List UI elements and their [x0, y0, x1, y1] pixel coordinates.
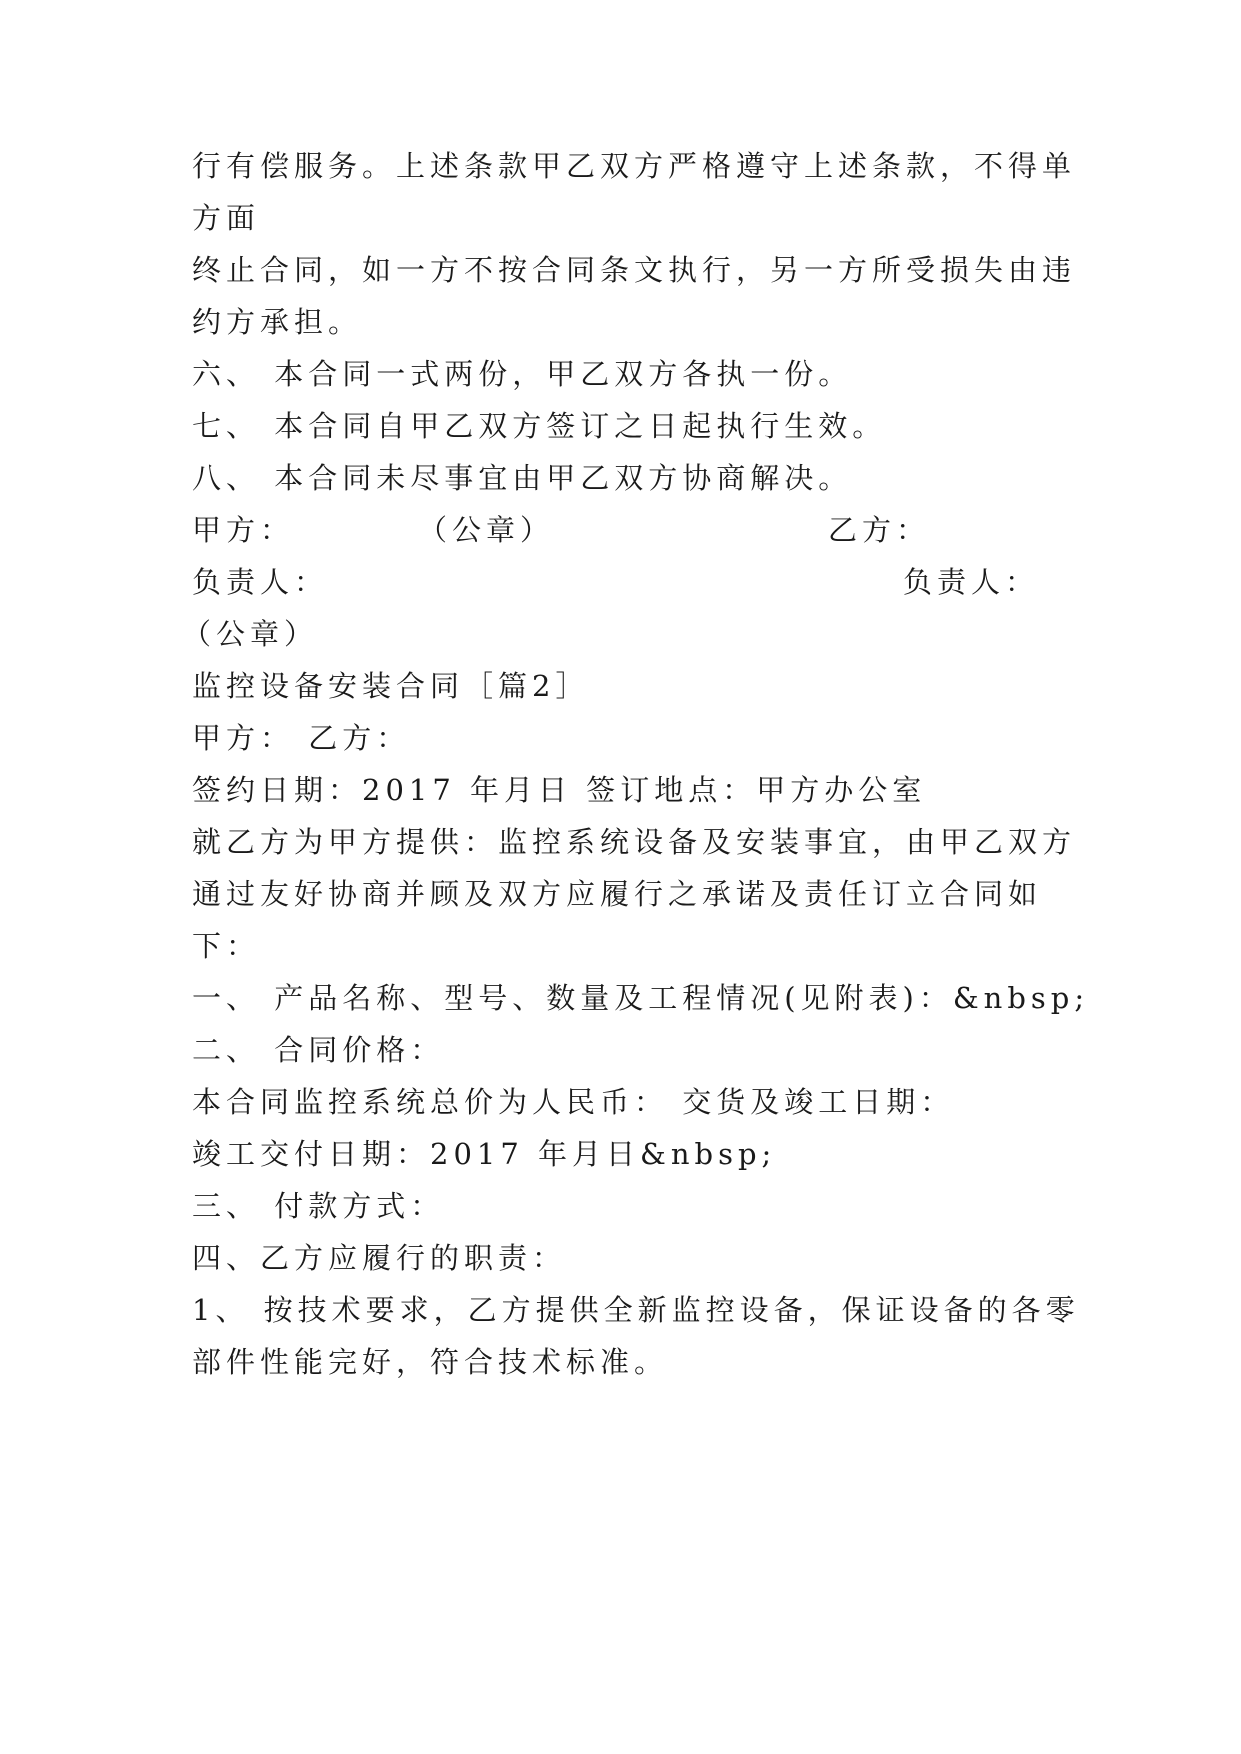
seal-line: （公章）	[182, 617, 319, 651]
clause-seven: 七、 本合同自甲乙双方签订之日起执行生效。	[192, 409, 887, 443]
paragraph-line: 部件性能完好，符合技术标准。	[192, 1345, 669, 1379]
responsible-person-left: 负责人：	[192, 565, 329, 599]
seal-label: （公章）	[418, 513, 555, 547]
clause-one: 一、 产品名称、型号、数量及工程情况(见附表)：&nbsp;	[192, 981, 1090, 1015]
responsible-person-right: 负责人：	[903, 565, 1040, 599]
paragraph-line: 约方承担。	[192, 305, 363, 339]
completion-date-line: 竣工交付日期：2017 年月日&nbsp;	[192, 1137, 777, 1171]
party-a-label: 甲方：	[192, 513, 295, 547]
paragraph-line: 终止合同，如一方不按合同条文执行，另一方所受损失由违	[192, 253, 1077, 287]
parties-line: 甲方： 乙方：	[192, 721, 411, 755]
clause-two: 二、 合同价格：	[192, 1033, 445, 1067]
signing-date-line: 签约日期：2017 年月日 签订地点：甲方办公室	[192, 773, 927, 807]
item-one: 1、 按技术要求，乙方提供全新监控设备，保证设备的各零	[192, 1293, 1080, 1327]
price-line: 本合同监控系统总价为人民币： 交货及竣工日期：	[192, 1085, 955, 1119]
paragraph-line: 下：	[192, 929, 261, 963]
clause-three: 三、 付款方式：	[192, 1189, 445, 1223]
paragraph-line: 通过友好协商并顾及双方应履行之承诺及责任订立合同如	[192, 877, 1043, 911]
section-title: 监控设备安装合同［篇2］	[192, 669, 590, 703]
paragraph-line: 就乙方为甲方提供：监控系统设备及安装事宜，由甲乙双方	[192, 825, 1077, 859]
clause-four: 四、乙方应履行的职责：	[192, 1241, 567, 1275]
clause-eight: 八、 本合同未尽事宜由甲乙双方协商解决。	[192, 461, 853, 495]
clause-six: 六、 本合同一式两份，甲乙双方各执一份。	[192, 357, 853, 391]
party-b-label: 乙方：	[828, 513, 931, 547]
paragraph-line: 行有偿服务。上述条款甲乙双方严格遵守上述条款，不得单	[192, 149, 1077, 183]
paragraph-line: 方面	[192, 201, 261, 235]
